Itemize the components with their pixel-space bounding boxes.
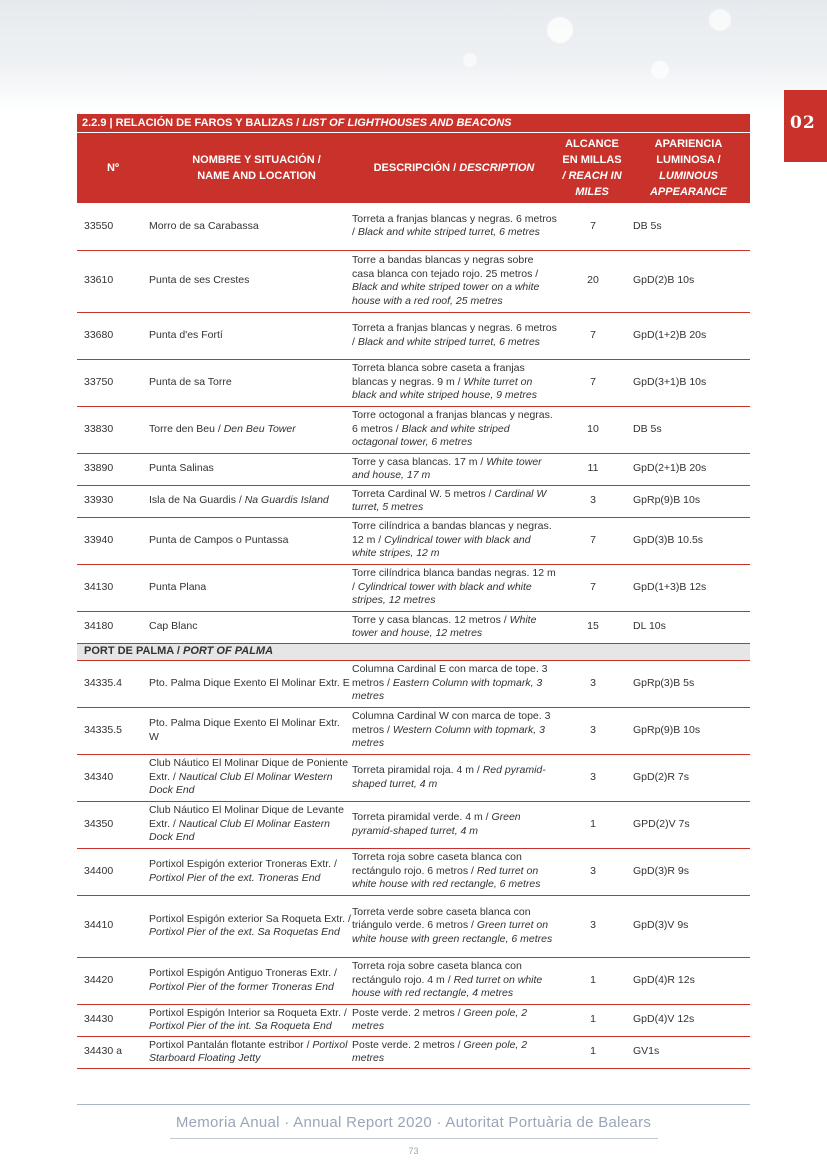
table-row bbox=[77, 801, 750, 848]
cell-description: Columna Cardinal E con marca de tope. 3 metros / Eastern Column with topmark, 3 metres bbox=[352, 660, 557, 707]
cell-appearance: GpD(2)R 7s bbox=[629, 754, 750, 801]
cell-number: 34335.5 bbox=[77, 707, 149, 754]
table-row bbox=[77, 453, 750, 485]
cell-name: Morro de sa Carabassa bbox=[149, 203, 352, 250]
cell-number: 34350 bbox=[77, 801, 149, 848]
cell-appearance: GpD(2)B 10s bbox=[629, 250, 750, 312]
cell-name: Portixol Pantalán flotante estribor / Portixol Starboard Floating Jetty bbox=[149, 1036, 352, 1068]
cell-description: Torre y casa blancas. 12 metros / White tower and house, 12 metres bbox=[352, 611, 557, 643]
cell-reach: 3 bbox=[557, 754, 629, 801]
table-row bbox=[77, 406, 750, 453]
cell-description: Torreta roja sobre caseta blanca con rectángulo rojo. 4 m / Red turret on white house with red rectangle, 4 metres bbox=[352, 957, 557, 1004]
header-num: Nº bbox=[107, 162, 119, 174]
cell-reach: 10 bbox=[557, 406, 629, 453]
cell-name: Torre den Beu / Den Beu Tower bbox=[149, 406, 352, 453]
footer-underline bbox=[170, 1138, 658, 1139]
cell-description: Torre a bandas blancas y negras sobre casa blanca con tejado rojo. 25 metros / Black and white striped tower on a white house with a red roof, 25 metres bbox=[352, 250, 557, 312]
cell-number: 34340 bbox=[77, 754, 149, 801]
cell-description: Torreta Cardinal W. 5 metros / Cardinal W turret, 5 metres bbox=[352, 485, 557, 517]
header-name-en: NAME AND LOCATION bbox=[197, 170, 316, 182]
table-row bbox=[77, 203, 750, 250]
header-appearance: APARIENCIA LUMINOSA / LUMINOUS APPEARANCE bbox=[649, 138, 727, 198]
cell-name: Pto. Palma Dique Exento El Molinar Extr. E bbox=[149, 660, 352, 707]
cell-name: Club Náutico El Molinar Dique de Poniente Extr. / Nautical Club El Molinar Western Dock End bbox=[149, 754, 352, 801]
section-row-port-de-palma: PORT DE PALMA / PORT OF PALMA bbox=[77, 643, 750, 660]
cell-appearance: GpD(2+1)B 20s bbox=[629, 453, 750, 485]
cell-name: Punta de sa Torre bbox=[149, 359, 352, 406]
table-row bbox=[77, 359, 750, 406]
cell-number: 33930 bbox=[77, 485, 149, 517]
cell-appearance: GpRp(3)B 5s bbox=[629, 660, 750, 707]
cell-reach: 15 bbox=[557, 611, 629, 643]
table-row bbox=[77, 485, 750, 517]
cell-number: 34335.4 bbox=[77, 660, 149, 707]
footer-text: Memoria Anual · Annual Report 2020 · Autoritat Portuària de Balears bbox=[175, 1114, 652, 1131]
table-row bbox=[77, 312, 750, 359]
table-title bbox=[77, 114, 750, 133]
cell-reach: 1 bbox=[557, 957, 629, 1004]
cell-number: 33750 bbox=[77, 359, 149, 406]
cell-description: Torreta blanca sobre caseta a franjas blancas y negras. 9 m / White turret on black and white striped house, 9 metres bbox=[352, 359, 557, 406]
cell-reach: 1 bbox=[557, 801, 629, 848]
cell-appearance: GpD(1+2)B 20s bbox=[629, 312, 750, 359]
cell-appearance: GPD(2)V 7s bbox=[629, 801, 750, 848]
table-row bbox=[77, 895, 750, 957]
table-row bbox=[77, 957, 750, 1004]
cell-description: Torreta piramidal verde. 4 m / Green pyramid-shaped turret, 4 m bbox=[352, 801, 557, 848]
cell-number: 34430 a bbox=[77, 1036, 149, 1068]
lighthouse-table bbox=[77, 114, 750, 1069]
table-row bbox=[77, 1004, 750, 1036]
cell-reach: 7 bbox=[557, 517, 629, 564]
cell-number: 33890 bbox=[77, 453, 149, 485]
page-number: 73 bbox=[408, 1146, 419, 1156]
cell-reach: 7 bbox=[557, 203, 629, 250]
cell-appearance: GpD(3)V 9s bbox=[629, 895, 750, 957]
cell-description: Torreta a franjas blancas y negras. 6 metros / Black and white striped turret, 6 metres bbox=[352, 203, 557, 250]
cell-reach: 1 bbox=[557, 1036, 629, 1068]
cell-appearance: GV1s bbox=[629, 1036, 750, 1068]
cell-name: Portixol Espigón Antiguo Troneras Extr. / Portixol Pier of the former Troneras End bbox=[149, 957, 352, 1004]
cell-name: Club Náutico El Molinar Dique de Levante Extr. / Nautical Club El Molinar Eastern Dock End bbox=[149, 801, 352, 848]
cell-number: 33610 bbox=[77, 250, 149, 312]
cell-name: Punta de ses Crestes bbox=[149, 250, 352, 312]
cell-name: Punta de Campos o Puntassa bbox=[149, 517, 352, 564]
cell-reach: 3 bbox=[557, 895, 629, 957]
cell-description: Torre y casa blancas. 17 m / White tower and house, 17 m bbox=[352, 453, 557, 485]
cell-reach: 1 bbox=[557, 1004, 629, 1036]
cell-description: Torreta piramidal roja. 4 m / Red pyramid-shaped turret, 4 m bbox=[352, 754, 557, 801]
cell-appearance: GpD(1+3)B 12s bbox=[629, 564, 750, 611]
table-row bbox=[77, 564, 750, 611]
cell-reach: 3 bbox=[557, 848, 629, 895]
cell-reach: 11 bbox=[557, 453, 629, 485]
cell-appearance: GpD(4)V 12s bbox=[629, 1004, 750, 1036]
cell-number: 34180 bbox=[77, 611, 149, 643]
table-row bbox=[77, 1036, 750, 1068]
cell-description: Poste verde. 2 metros / Green pole, 2 metres bbox=[352, 1036, 557, 1068]
cell-reach: 3 bbox=[557, 707, 629, 754]
cell-appearance: GpD(3)R 9s bbox=[629, 848, 750, 895]
header-name bbox=[149, 133, 364, 203]
table-body bbox=[77, 203, 750, 1069]
cell-number: 34130 bbox=[77, 564, 149, 611]
table-row bbox=[77, 660, 750, 707]
cell-number: 34420 bbox=[77, 957, 149, 1004]
footer-divider bbox=[77, 1104, 750, 1105]
table-row bbox=[77, 517, 750, 564]
cell-number: 33550 bbox=[77, 203, 149, 250]
cell-description: Torre cilíndrica blanca bandas negras. 12 m / Cylindrical tower with black and white stripes, 12 metres bbox=[352, 564, 557, 611]
header-name-es: NOMBRE Y SITUACIÓN / bbox=[192, 154, 321, 166]
cell-description: Torre cilíndrica a bandas blancas y negras. 12 m / Cylindrical tower with black and white stripes, 12 m bbox=[352, 517, 557, 564]
cell-name: Portixol Espigón exterior Sa Roqueta Extr. / Portixol Pier of the ext. Sa Roquetas End bbox=[149, 895, 352, 957]
cell-description: Torreta verde sobre caseta blanca con triángulo verde. 6 metros / Green turret on white house with green rectangle, 6 metres bbox=[352, 895, 557, 957]
cell-reach: 7 bbox=[557, 312, 629, 359]
cell-name: Portixol Espigón Interior sa Roqueta Extr. / Portixol Pier of the int. Sa Roqueta End bbox=[149, 1004, 352, 1036]
table-row bbox=[77, 250, 750, 312]
table-header bbox=[77, 133, 750, 203]
cell-description: Poste verde. 2 metros / Green pole, 2 metres bbox=[352, 1004, 557, 1036]
cell-number: 33680 bbox=[77, 312, 149, 359]
cell-name: Punta Salinas bbox=[149, 453, 352, 485]
header-desc: DESCRIPCIÓN / DESCRIPTION bbox=[373, 162, 535, 174]
table-row bbox=[77, 611, 750, 643]
chapter-tab: 02 bbox=[784, 90, 827, 162]
cell-description: Torreta roja sobre caseta blanca con rectángulo rojo. 6 metros / Red turret on white house with red rectangle, 6 metres bbox=[352, 848, 557, 895]
table-title-english: LIST OF LIGHTHOUSES AND BEACONS bbox=[302, 117, 512, 129]
cell-number: 34430 bbox=[77, 1004, 149, 1036]
cell-appearance: GpRp(9)B 10s bbox=[629, 707, 750, 754]
cell-number: 33830 bbox=[77, 406, 149, 453]
cell-appearance: DB 5s bbox=[629, 406, 750, 453]
cell-name: Punta Plana bbox=[149, 564, 352, 611]
cell-reach: 3 bbox=[557, 485, 629, 517]
table-title-main: 2.2.9 | RELACIÓN DE FAROS Y BALIZAS / bbox=[82, 117, 303, 129]
cell-description: Torreta a franjas blancas y negras. 6 metros / Black and white striped turret, 6 metres bbox=[352, 312, 557, 359]
cell-appearance: DB 5s bbox=[629, 203, 750, 250]
cell-reach: 7 bbox=[557, 359, 629, 406]
cell-appearance: GpD(4)R 12s bbox=[629, 957, 750, 1004]
table-row bbox=[77, 848, 750, 895]
cell-name: Punta d'es Fortí bbox=[149, 312, 352, 359]
cell-name: Portixol Espigón exterior Troneras Extr. / Portixol Pier of the ext. Troneras End bbox=[149, 848, 352, 895]
cell-name: Isla de Na Guardis / Na Guardis Island bbox=[149, 485, 352, 517]
table-row bbox=[77, 707, 750, 754]
cell-reach: 20 bbox=[557, 250, 629, 312]
cell-appearance: GpD(3)B 10.5s bbox=[629, 517, 750, 564]
cell-number: 34400 bbox=[77, 848, 149, 895]
cell-reach: 3 bbox=[557, 660, 629, 707]
table-row bbox=[77, 754, 750, 801]
cell-description: Columna Cardinal W con marca de tope. 3 metros / Western Column with topmark, 3 metres bbox=[352, 707, 557, 754]
cell-number: 34410 bbox=[77, 895, 149, 957]
cell-name: Pto. Palma Dique Exento El Molinar Extr. W bbox=[149, 707, 352, 754]
cell-reach: 7 bbox=[557, 564, 629, 611]
header-background bbox=[0, 0, 827, 112]
cell-appearance: DL 10s bbox=[629, 611, 750, 643]
cell-appearance: GpRp(9)B 10s bbox=[629, 485, 750, 517]
cell-name: Cap Blanc bbox=[149, 611, 352, 643]
cell-number: 33940 bbox=[77, 517, 149, 564]
cell-description: Torre octogonal a franjas blancas y negras. 6 metros / Black and white striped octagonal tower, 6 metres bbox=[352, 406, 557, 453]
cell-appearance: GpD(3+1)B 10s bbox=[629, 359, 750, 406]
header-reach: ALCANCE EN MILLAS / REACH IN MILES bbox=[562, 138, 622, 198]
